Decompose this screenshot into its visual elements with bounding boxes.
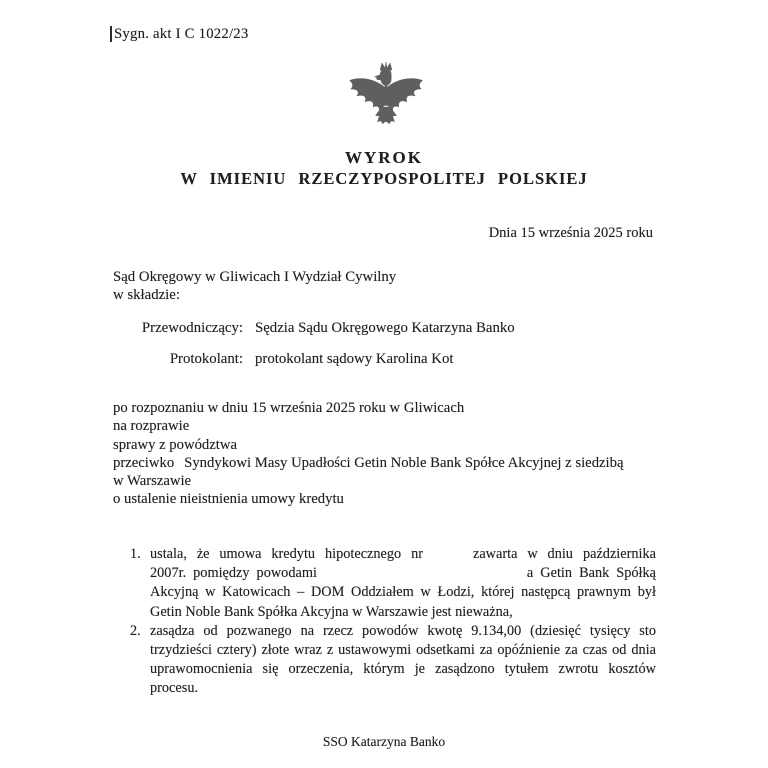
scan-artifact-mark <box>110 26 112 42</box>
ruling-1-number: 1. <box>130 546 141 562</box>
ruling-item-1 <box>130 545 656 622</box>
ruling-item-2 <box>130 622 656 699</box>
ruling-1-line-4: Getin Noble Bank Spółka Akcyjna w Warszawie jest nieważna, <box>150 603 513 620</box>
case-number-line <box>110 26 249 43</box>
ruling-1-segment: zawarta w dniu <box>472 546 573 562</box>
presiding-judge-name: Sędzia Sądu Okręgowego Katarzyna Banko <box>255 320 515 336</box>
ruling-2-number: 2. <box>130 622 141 639</box>
recital-defendant-name: Syndykowi Masy Upadłości Getin Noble Bank Spółce Akcyjnej z siedzibą <box>184 454 624 471</box>
recital-hearing-type: na rozprawie <box>113 418 190 435</box>
ruling-1-segment: 2007r. pomiędzy powodami <box>150 565 317 582</box>
ruling-1-segment: ustala, że umowa kredytu hipotecznego nr <box>150 546 423 562</box>
composition-intro: w składzie: <box>113 287 180 304</box>
presiding-judge-row <box>113 320 515 337</box>
ruling-1-line-3: Akcyjną w Katowicach – DOM Oddziałem w Łodzi, której następcą prawnym był <box>150 584 656 601</box>
recital-hearing-date: po rozpoznaniu w dniu 15 września 2025 roku w Gliwicach <box>113 400 465 416</box>
eagle-left-leg <box>376 108 382 117</box>
ruling-2-line-4: procesu. <box>150 680 199 697</box>
recital-defendant-label: przeciwko <box>113 454 175 471</box>
eagle-right-wing <box>388 79 423 112</box>
ruling-1-segment: października <box>582 546 656 562</box>
ruling-1-text <box>150 545 656 622</box>
court-block <box>113 268 396 305</box>
recital-defendant-line <box>113 454 624 472</box>
judge-signature: SSO Katarzyna Banko <box>322 734 446 749</box>
court-clerk-name: protokolant sądowy Karolina Kot <box>255 350 454 367</box>
judgment-date: Dnia 15 września 2025 roku <box>488 225 653 241</box>
ruling-2-line-3: uprawomocnienia się orzeczenia, którym je zasądzono tytułem zwrotu kosztów <box>150 661 656 678</box>
court-clerk-row <box>113 351 515 368</box>
judgment-subtitle: W IMIENIU RZECZYPOSPOLITEJ POLSKIEJ <box>180 169 588 188</box>
polish-eagle-emblem-icon <box>346 61 426 133</box>
ruling-2-text <box>150 622 656 699</box>
presiding-judge-label: Przewodniczący: <box>141 320 243 336</box>
court-name: Sąd Okręgowy w Gliwicach I Wydział Cywilny <box>113 269 397 285</box>
recital-claim-intro: sprawy z powództwa <box>113 436 237 453</box>
panel-composition <box>113 320 515 368</box>
judgment-title: WYROK <box>345 148 423 167</box>
ruling-2-line-2: trzydzieści cztery) złote wraz z ustawowymi odsetkami za opóźnienie za czas od dnia <box>150 641 656 658</box>
court-clerk-label: Protokolant: <box>169 350 243 367</box>
judgment-title-block <box>0 147 768 190</box>
ruling-1-line-2 <box>150 564 656 583</box>
rulings-list <box>130 545 656 699</box>
case-number: Sygn. akt I C 1022/23 <box>114 26 249 42</box>
ruling-1-line-1 <box>150 545 656 564</box>
recital-defendant-city: w Warszawie <box>113 473 192 490</box>
recitals-block <box>113 399 624 509</box>
eagle-right-leg <box>391 108 397 117</box>
ruling-1-segment: a Getin Bank Spółką <box>526 565 656 582</box>
ruling-2-line-1: zasądza od pozwanego na rzecz powodów kwotę 9.134,00 (dziesięć tysięcy sto <box>150 622 656 639</box>
recital-claim-subject: o ustalenie nieistnienia umowy kredytu <box>113 491 344 508</box>
eagle-left-wing <box>350 79 385 112</box>
